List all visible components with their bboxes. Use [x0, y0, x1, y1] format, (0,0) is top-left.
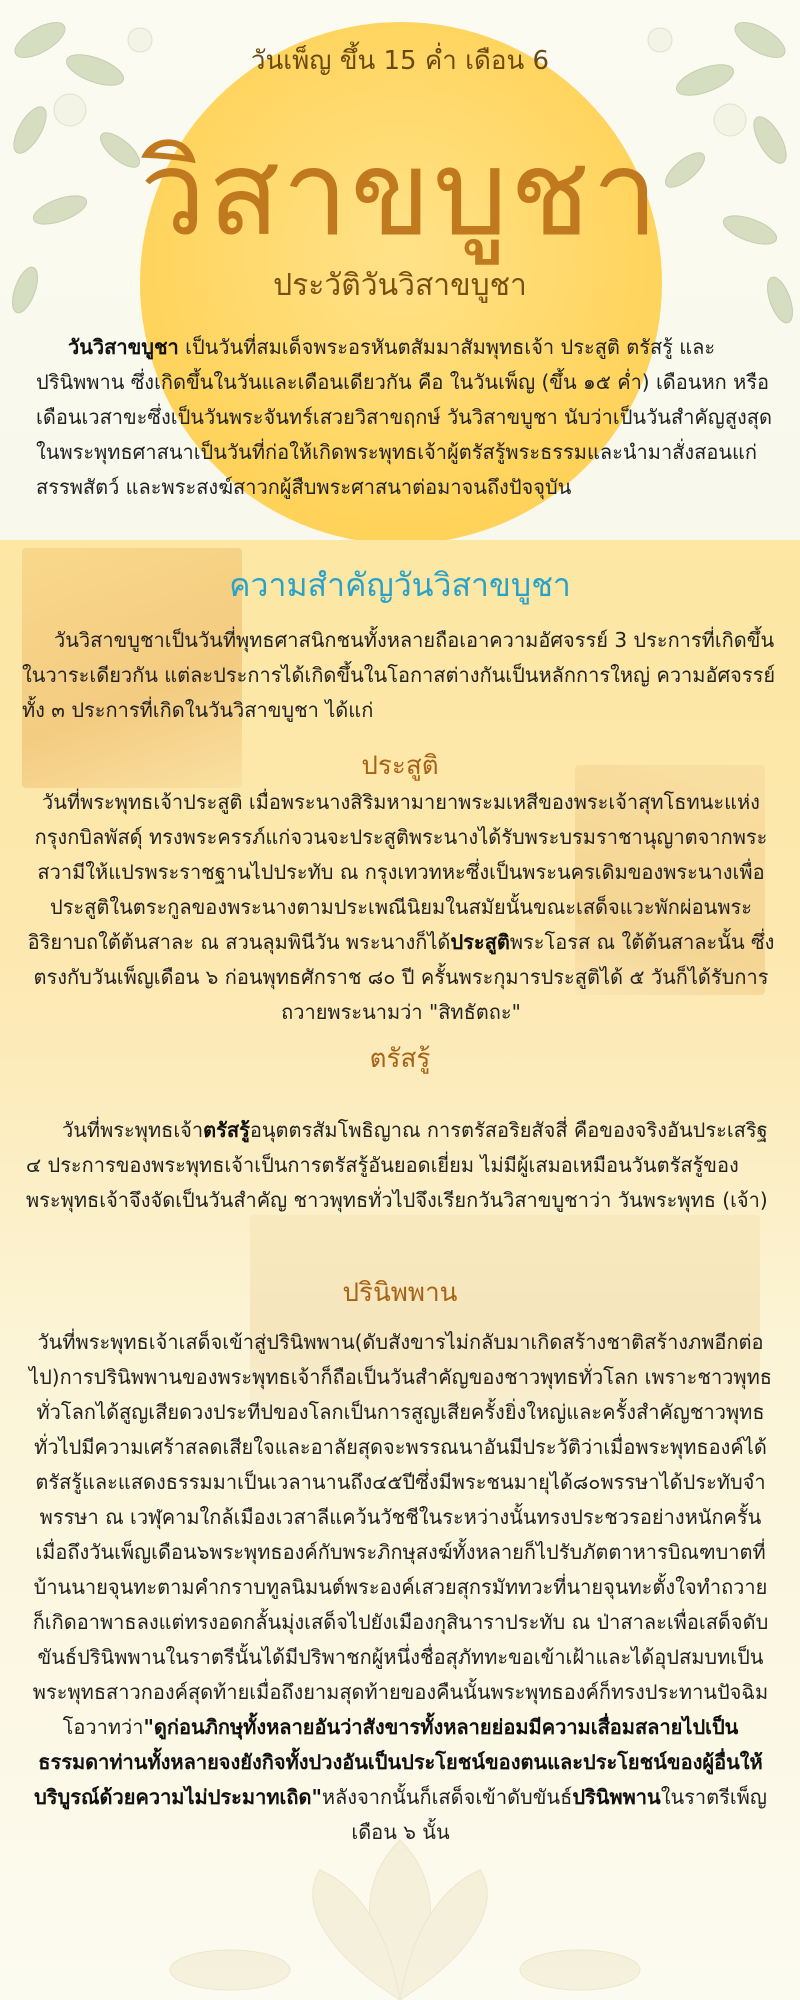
- importance-heading: ความสำคัญวันวิสาขบูชา: [229, 566, 571, 604]
- page-subtitle: ประวัติวันวิสาขบูชา: [273, 268, 527, 303]
- intro-text: เป็นวันที่สมเด็จพระอรหันตสัมมาสัมพุทธเจ้า ประสูติ ตรัสรู้ และปรินิพพาน ซึ่งเกิดขึ้นในวันและเดือนเดียวกัน คือ ในวันเพ็ญ (ขึ้น ๑๕ ค่ำ) เดือนหก หรือเดือนเวสาขะซึ่งเป็นวันพระจันทร์เสวยวิสาขฤกษ์ วันวิสาขบูชา นับว่าเป็นวันสำคัญสูงสุดในพระพุทธศาสนาเป็นวันที่ก่อให้เกิดพระพุทธเจ้าผู้ตรัสรู้พระธรรมและนำมาสั่งสอนแก่สรรพสัตว์ และพระสงฆ์สาวกผู้สืบพระศาสนาต่อมาจนถึงปัจจุบัน: [36, 335, 773, 499]
- page-title: วิสาขบูชา: [139, 124, 661, 262]
- enlightenment-paragraph: [26, 1113, 776, 1218]
- parinirvana-bold-end: ปรินิพพาน: [572, 1785, 661, 1809]
- parinirvana-text-before: วันที่พระพุทธเจ้าเสด็จเข้าสู่ปรินิพพาน(ดับสังขารไม่กลับมาเกิดสร้างชาติสร้างภพอีกต่อไป)การปรินิพพานของพระพุทธเจ้าก็ถือเป็นวันสำคัญของชาวพุทธทั่วโลก เพราะชาวพุทธทั่วโลกได้สูญเสียดวงประทีปของโลกเป็นการสูญเสียครั้งยิ่งใหญ่และครั้งสำคัญชาวพุทธทั่วไปมีความเศร้าสลดเสียใจและอาลัยสุดจะพรรณนาอันมีประวัติว่าเมื่อพระพุทธองค์ได้ตรัสรู้และแสดงธรรมมาเป็นเวลานานถึง๔๕ปีซึ่งมีพระชนมายุได้๘๐พรรษาได้ประทับจำพรรษา ณ เวฬุคามใกล้เมืองเวสาลีแคว้นวัชชีในระหว่างนั้นทรงประชวรอย่างหนักครั้นเมื่อถึงวันเพ็ญเดือน๖พระพุทธองค์กับพระภิกษุสงฆ์ทั้งหลายก็ไปรับภัตตาหารบิณฑบาตที่บ้านนายจุนทะตามคำกราบทูลนิมนต์พระองค์เสวยสุกรมัททวะที่นายจุนทะตั้งใจทำถวายก็เกิดอาพาธลงแต่ทรงอดกลั้นมุ่งเสด็จไปยังเมืองกุสินาราประทับ ณ ป่าสาละเพื่อเสด็จดับขันธ์ปรินิพพานในราตรีนั้นได้มีปริพาชกผู้หนึ่งชื่อสุภัททะขอเข้าเฝ้าและได้อุปสมบทเป็นพระพุทธสาวกองค์สุดท้ายเมื่อถึงยามสุดท้ายของคืนนั้นพระพุทธองค์ก็ทรงประทานปัจฉิมโอวาทว่า: [29, 1330, 772, 1739]
- enlightenment-text-before: วันที่พระพุทธเจ้า: [62, 1118, 204, 1142]
- festival-date: วันเพ็ญ ขึ้น 15 ค่ำ เดือน 6: [250, 46, 550, 76]
- parinirvana-paragraph: [28, 1325, 773, 1850]
- birth-bold: ประสูติ: [450, 930, 510, 954]
- parinirvana-text-after: ในราตรีเพ็ญเดือน ๖ นั้น: [351, 1785, 767, 1844]
- importance-text: วันวิสาขบูชาเป็นวันที่พุทธศาสนิกชนทั้งหลายถือเอาความอัศจรรย์ 3 ประการที่เกิดขึ้นในวาระเดียวกัน แต่ละประการได้เกิดขึ้นในโอกาสต่างกันเป็นหลักการใหญ่ ความอัศจรรย์ทั้ง ๓ ประการที่เกิดในวันวิสาขบูชา ได้แก่: [22, 628, 776, 722]
- intro-bold-lead: วันวิสาขบูชา: [68, 335, 179, 359]
- enlightenment-heading: ตรัสรู้: [369, 1044, 431, 1074]
- parinirvana-heading: ปรินิพพาน: [342, 1278, 458, 1308]
- importance-paragraph: [22, 623, 782, 728]
- lotus-decoration: [150, 1830, 650, 2000]
- birth-paragraph: [26, 785, 776, 1030]
- birth-heading: ประสูติ: [361, 751, 439, 781]
- parinirvana-bold-quote: "ดูก่อนภิกษุทั้งหลายอันว่าสังขารทั้งหลายย่อมมีความเสื่อมสลายไปเป็นธรรมดาท่านทั้งหลายจงยังกิจทั้งปวงอันเป็นประโยชน์ของตนและประโยชน์ของผู้อื่นให้บริบูรณ์ด้วยความไม่ประมาทเถิด": [34, 1715, 763, 1809]
- birth-text-before: วันที่พระพุทธเจ้าประสูติ เมื่อพระนางสิริมหามายาพระมเหสีของพระเจ้าสุทโธทนะแห่งกรุงกบิลพัสดุ์ ทรงพระครรภ์แก่จวนจะประสูติพระนางได้รับพระบรมราชานุญาตจากพระสวามีให้แปรพระราชฐานไปประทับ ณ กรุงเทวทหะซึ่งเป็นพระนครเดิมของพระนางเพื่อประสูติในตระกูลของพระนางตามประเพณีนิยมในสมัยนั้นขณะเสด็จแวะพักผ่อนพระอิริยาบถใต้ต้นสาละ ณ สวนลุมพินีวัน พระนางก็ได้: [27, 790, 768, 954]
- enlightenment-bold: ตรัสรู้: [203, 1118, 250, 1142]
- parinirvana-text-mid: หลังจากนั้นก็เสด็จเข้าดับขันธ์: [321, 1785, 573, 1809]
- enlightenment-text-after: อนุตตรสัมโพธิญาณ การตรัสอริยสัจสี่ คือของจริงอันประเสริฐ ๔ ประการของพระพุทธเจ้าเป็นการตรัสรู้อันยอดเยี่ยม ไม่มีผู้เสมอเหมือนวันตรัสรู้ของพระพุทธเจ้าจึงจัดเป็นวันสำคัญ ชาวพุทธทั่วไปจึงเรียกวันวิสาขบูชาว่า วันพระพุทธ (เจ้า): [26, 1118, 768, 1212]
- intro-paragraph: [36, 330, 776, 505]
- birth-text-after: พระโอรส ณ ใต้ต้นสาละนั้น ซึ่งตรงกับวันเพ็ญเดือน ๖ ก่อนพุทธศักราช ๘๐ ปี ครั้นพระกุมารประสูติได้ ๕ วันก็ได้รับการถวายพระนามว่า "สิทธัตถะ": [33, 930, 775, 1024]
